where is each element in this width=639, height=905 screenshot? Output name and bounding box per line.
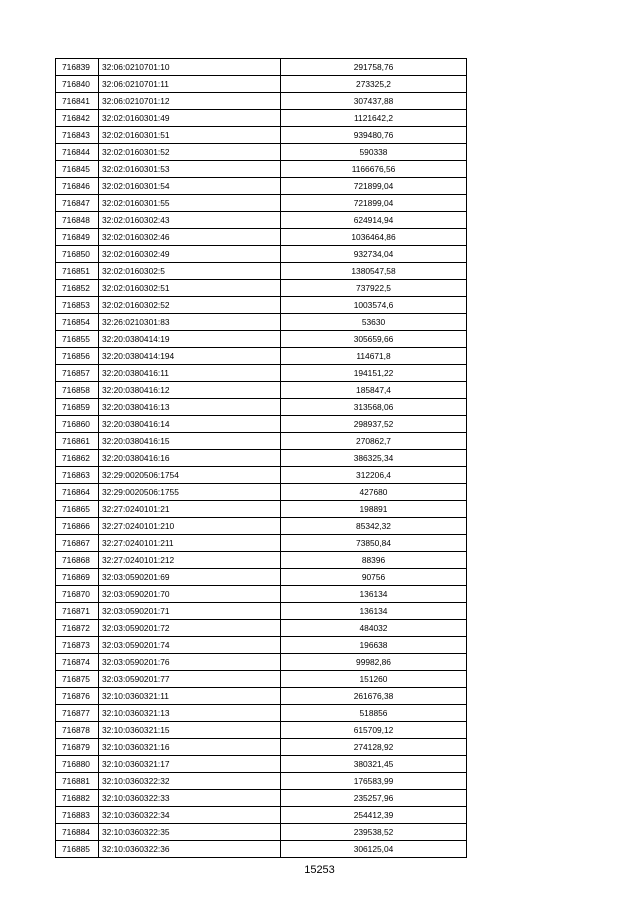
row-id-cell: 716859 <box>56 399 99 416</box>
table-row <box>56 705 467 722</box>
value-cell: 73850,84 <box>281 535 467 552</box>
cadastral-number-cell: 32:03:0590201:74 <box>99 637 281 654</box>
table-row <box>56 161 467 178</box>
table-row <box>56 110 467 127</box>
row-id-cell: 716839 <box>56 59 99 76</box>
cadastral-number-cell: 32:20:0380416:15 <box>99 433 281 450</box>
table-row <box>56 773 467 790</box>
value-cell: 291758,76 <box>281 59 467 76</box>
value-cell: 306125,04 <box>281 841 467 858</box>
row-id-cell: 716875 <box>56 671 99 688</box>
cadastral-number-cell: 32:03:0590201:72 <box>99 620 281 637</box>
value-cell: 313568,06 <box>281 399 467 416</box>
value-cell: 90756 <box>281 569 467 586</box>
table-row <box>56 399 467 416</box>
row-id-cell: 716867 <box>56 535 99 552</box>
cadastral-number-cell: 32:06:0210701:10 <box>99 59 281 76</box>
table-row <box>56 552 467 569</box>
cadastral-number-cell: 32:10:0360321:13 <box>99 705 281 722</box>
table-row <box>56 93 467 110</box>
value-cell: 427680 <box>281 484 467 501</box>
value-cell: 151260 <box>281 671 467 688</box>
table-row <box>56 433 467 450</box>
row-id-cell: 716882 <box>56 790 99 807</box>
row-id-cell: 716871 <box>56 603 99 620</box>
table-row <box>56 637 467 654</box>
table-row <box>56 654 467 671</box>
value-cell: 194151,22 <box>281 365 467 382</box>
value-cell: 386325,34 <box>281 450 467 467</box>
table-row <box>56 484 467 501</box>
cadastral-number-cell: 32:27:0240101:21 <box>99 501 281 518</box>
table-row <box>56 314 467 331</box>
cadastral-number-cell: 32:02:0160301:55 <box>99 195 281 212</box>
value-cell: 273325,2 <box>281 76 467 93</box>
cadastral-number-cell: 32:02:0160302:52 <box>99 297 281 314</box>
row-id-cell: 716861 <box>56 433 99 450</box>
cadastral-number-cell: 32:03:0590201:69 <box>99 569 281 586</box>
value-cell: 624914,94 <box>281 212 467 229</box>
cadastral-number-cell: 32:27:0240101:211 <box>99 535 281 552</box>
value-cell: 721899,04 <box>281 178 467 195</box>
value-cell: 484032 <box>281 620 467 637</box>
value-cell: 235257,96 <box>281 790 467 807</box>
table-row <box>56 263 467 280</box>
cadastral-number-cell: 32:10:0360321:16 <box>99 739 281 756</box>
value-cell: 737922,5 <box>281 280 467 297</box>
cadastral-number-cell: 32:20:0380414:194 <box>99 348 281 365</box>
row-id-cell: 716883 <box>56 807 99 824</box>
cadastral-number-cell: 32:27:0240101:210 <box>99 518 281 535</box>
table-row <box>56 739 467 756</box>
table-row <box>56 535 467 552</box>
row-id-cell: 716858 <box>56 382 99 399</box>
value-cell: 615709,12 <box>281 722 467 739</box>
row-id-cell: 716842 <box>56 110 99 127</box>
cadastral-number-cell: 32:10:0360322:32 <box>99 773 281 790</box>
row-id-cell: 716846 <box>56 178 99 195</box>
row-id-cell: 716874 <box>56 654 99 671</box>
row-id-cell: 716870 <box>56 586 99 603</box>
cadastral-number-cell: 32:29:0020506:1754 <box>99 467 281 484</box>
cadastral-number-cell: 32:10:0360321:17 <box>99 756 281 773</box>
row-id-cell: 716862 <box>56 450 99 467</box>
value-cell: 85342,32 <box>281 518 467 535</box>
table-row <box>56 671 467 688</box>
table-row <box>56 518 467 535</box>
row-id-cell: 716843 <box>56 127 99 144</box>
value-cell: 196638 <box>281 637 467 654</box>
row-id-cell: 716845 <box>56 161 99 178</box>
value-cell: 53630 <box>281 314 467 331</box>
table-row <box>56 620 467 637</box>
table-row <box>56 416 467 433</box>
value-cell: 274128,92 <box>281 739 467 756</box>
table-row <box>56 501 467 518</box>
cadastral-number-cell: 32:02:0160302:5 <box>99 263 281 280</box>
table-row <box>56 382 467 399</box>
row-id-cell: 716884 <box>56 824 99 841</box>
table-row <box>56 195 467 212</box>
table-row <box>56 569 467 586</box>
table-row <box>56 603 467 620</box>
value-cell: 1166676,56 <box>281 161 467 178</box>
cadastral-number-cell: 32:03:0590201:71 <box>99 603 281 620</box>
table-row <box>56 331 467 348</box>
cadastral-number-cell: 32:20:0380416:11 <box>99 365 281 382</box>
cadastral-number-cell: 32:02:0160301:52 <box>99 144 281 161</box>
row-id-cell: 716877 <box>56 705 99 722</box>
table-row <box>56 450 467 467</box>
cadastral-number-cell: 32:20:0380416:13 <box>99 399 281 416</box>
data-sheet <box>55 58 466 858</box>
cadastral-number-cell: 32:27:0240101:212 <box>99 552 281 569</box>
row-id-cell: 716852 <box>56 280 99 297</box>
value-cell: 932734,04 <box>281 246 467 263</box>
table-row <box>56 365 467 382</box>
value-cell: 198891 <box>281 501 467 518</box>
row-id-cell: 716855 <box>56 331 99 348</box>
row-id-cell: 716879 <box>56 739 99 756</box>
value-cell: 1003574,6 <box>281 297 467 314</box>
table-body <box>56 59 467 858</box>
row-id-cell: 716860 <box>56 416 99 433</box>
table-row <box>56 229 467 246</box>
value-cell: 721899,04 <box>281 195 467 212</box>
value-cell: 176583,99 <box>281 773 467 790</box>
value-cell: 380321,45 <box>281 756 467 773</box>
cadastral-number-cell: 32:02:0160301:49 <box>99 110 281 127</box>
cadastral-number-cell: 32:20:0380414:19 <box>99 331 281 348</box>
cadastral-number-cell: 32:02:0160301:51 <box>99 127 281 144</box>
row-id-cell: 716881 <box>56 773 99 790</box>
value-cell: 298937,52 <box>281 416 467 433</box>
row-id-cell: 716885 <box>56 841 99 858</box>
table-row <box>56 59 467 76</box>
row-id-cell: 716856 <box>56 348 99 365</box>
row-id-cell: 716848 <box>56 212 99 229</box>
value-cell: 88396 <box>281 552 467 569</box>
value-cell: 1036464,86 <box>281 229 467 246</box>
cadastral-number-cell: 32:10:0360322:36 <box>99 841 281 858</box>
table-row <box>56 127 467 144</box>
cadastral-number-cell: 32:03:0590201:77 <box>99 671 281 688</box>
cadastral-value-table <box>55 58 467 858</box>
value-cell: 1121642,2 <box>281 110 467 127</box>
table-row <box>56 467 467 484</box>
value-cell: 312206,4 <box>281 467 467 484</box>
row-id-cell: 716853 <box>56 297 99 314</box>
table-row <box>56 280 467 297</box>
value-cell: 518856 <box>281 705 467 722</box>
row-id-cell: 716866 <box>56 518 99 535</box>
row-id-cell: 716878 <box>56 722 99 739</box>
table-row <box>56 348 467 365</box>
cadastral-number-cell: 32:02:0160302:46 <box>99 229 281 246</box>
table-row <box>56 178 467 195</box>
cadastral-number-cell: 32:26:0210301:83 <box>99 314 281 331</box>
row-id-cell: 716864 <box>56 484 99 501</box>
value-cell: 185847,4 <box>281 382 467 399</box>
value-cell: 136134 <box>281 603 467 620</box>
cadastral-number-cell: 32:02:0160302:43 <box>99 212 281 229</box>
table-row <box>56 144 467 161</box>
cadastral-number-cell: 32:20:0380416:12 <box>99 382 281 399</box>
value-cell: 254412,39 <box>281 807 467 824</box>
cadastral-number-cell: 32:06:0210701:12 <box>99 93 281 110</box>
cadastral-number-cell: 32:10:0360321:11 <box>99 688 281 705</box>
cadastral-number-cell: 32:03:0590201:70 <box>99 586 281 603</box>
value-cell: 99982,86 <box>281 654 467 671</box>
table-row <box>56 586 467 603</box>
cadastral-number-cell: 32:29:0020506:1755 <box>99 484 281 501</box>
page-number: 15253 <box>304 864 335 876</box>
value-cell: 136134 <box>281 586 467 603</box>
row-id-cell: 716847 <box>56 195 99 212</box>
cadastral-number-cell: 32:02:0160302:49 <box>99 246 281 263</box>
cadastral-number-cell: 32:10:0360322:33 <box>99 790 281 807</box>
cadastral-number-cell: 32:02:0160301:53 <box>99 161 281 178</box>
table-row <box>56 722 467 739</box>
table-row <box>56 297 467 314</box>
row-id-cell: 716844 <box>56 144 99 161</box>
value-cell: 261676,38 <box>281 688 467 705</box>
value-cell: 1380547,58 <box>281 263 467 280</box>
cadastral-number-cell: 32:10:0360321:15 <box>99 722 281 739</box>
row-id-cell: 716857 <box>56 365 99 382</box>
row-id-cell: 716851 <box>56 263 99 280</box>
cadastral-number-cell: 32:10:0360322:35 <box>99 824 281 841</box>
table-row <box>56 841 467 858</box>
table-row <box>56 212 467 229</box>
table-row <box>56 807 467 824</box>
row-id-cell: 716876 <box>56 688 99 705</box>
row-id-cell: 716880 <box>56 756 99 773</box>
cadastral-number-cell: 32:02:0160301:54 <box>99 178 281 195</box>
value-cell: 114671,8 <box>281 348 467 365</box>
row-id-cell: 716850 <box>56 246 99 263</box>
table-row <box>56 76 467 93</box>
value-cell: 270862,7 <box>281 433 467 450</box>
value-cell: 305659,66 <box>281 331 467 348</box>
cadastral-number-cell: 32:20:0380416:16 <box>99 450 281 467</box>
row-id-cell: 716869 <box>56 569 99 586</box>
cadastral-number-cell: 32:10:0360322:34 <box>99 807 281 824</box>
table-row <box>56 246 467 263</box>
row-id-cell: 716865 <box>56 501 99 518</box>
value-cell: 939480,76 <box>281 127 467 144</box>
value-cell: 590338 <box>281 144 467 161</box>
row-id-cell: 716841 <box>56 93 99 110</box>
cadastral-number-cell: 32:20:0380416:14 <box>99 416 281 433</box>
row-id-cell: 716849 <box>56 229 99 246</box>
row-id-cell: 716868 <box>56 552 99 569</box>
cadastral-number-cell: 32:03:0590201:76 <box>99 654 281 671</box>
table-row <box>56 824 467 841</box>
table-row <box>56 756 467 773</box>
row-id-cell: 716840 <box>56 76 99 93</box>
value-cell: 239538,52 <box>281 824 467 841</box>
table-row <box>56 790 467 807</box>
row-id-cell: 716873 <box>56 637 99 654</box>
value-cell: 307437,88 <box>281 93 467 110</box>
row-id-cell: 716854 <box>56 314 99 331</box>
row-id-cell: 716863 <box>56 467 99 484</box>
cadastral-number-cell: 32:02:0160302:51 <box>99 280 281 297</box>
row-id-cell: 716872 <box>56 620 99 637</box>
table-row <box>56 688 467 705</box>
cadastral-number-cell: 32:06:0210701:11 <box>99 76 281 93</box>
